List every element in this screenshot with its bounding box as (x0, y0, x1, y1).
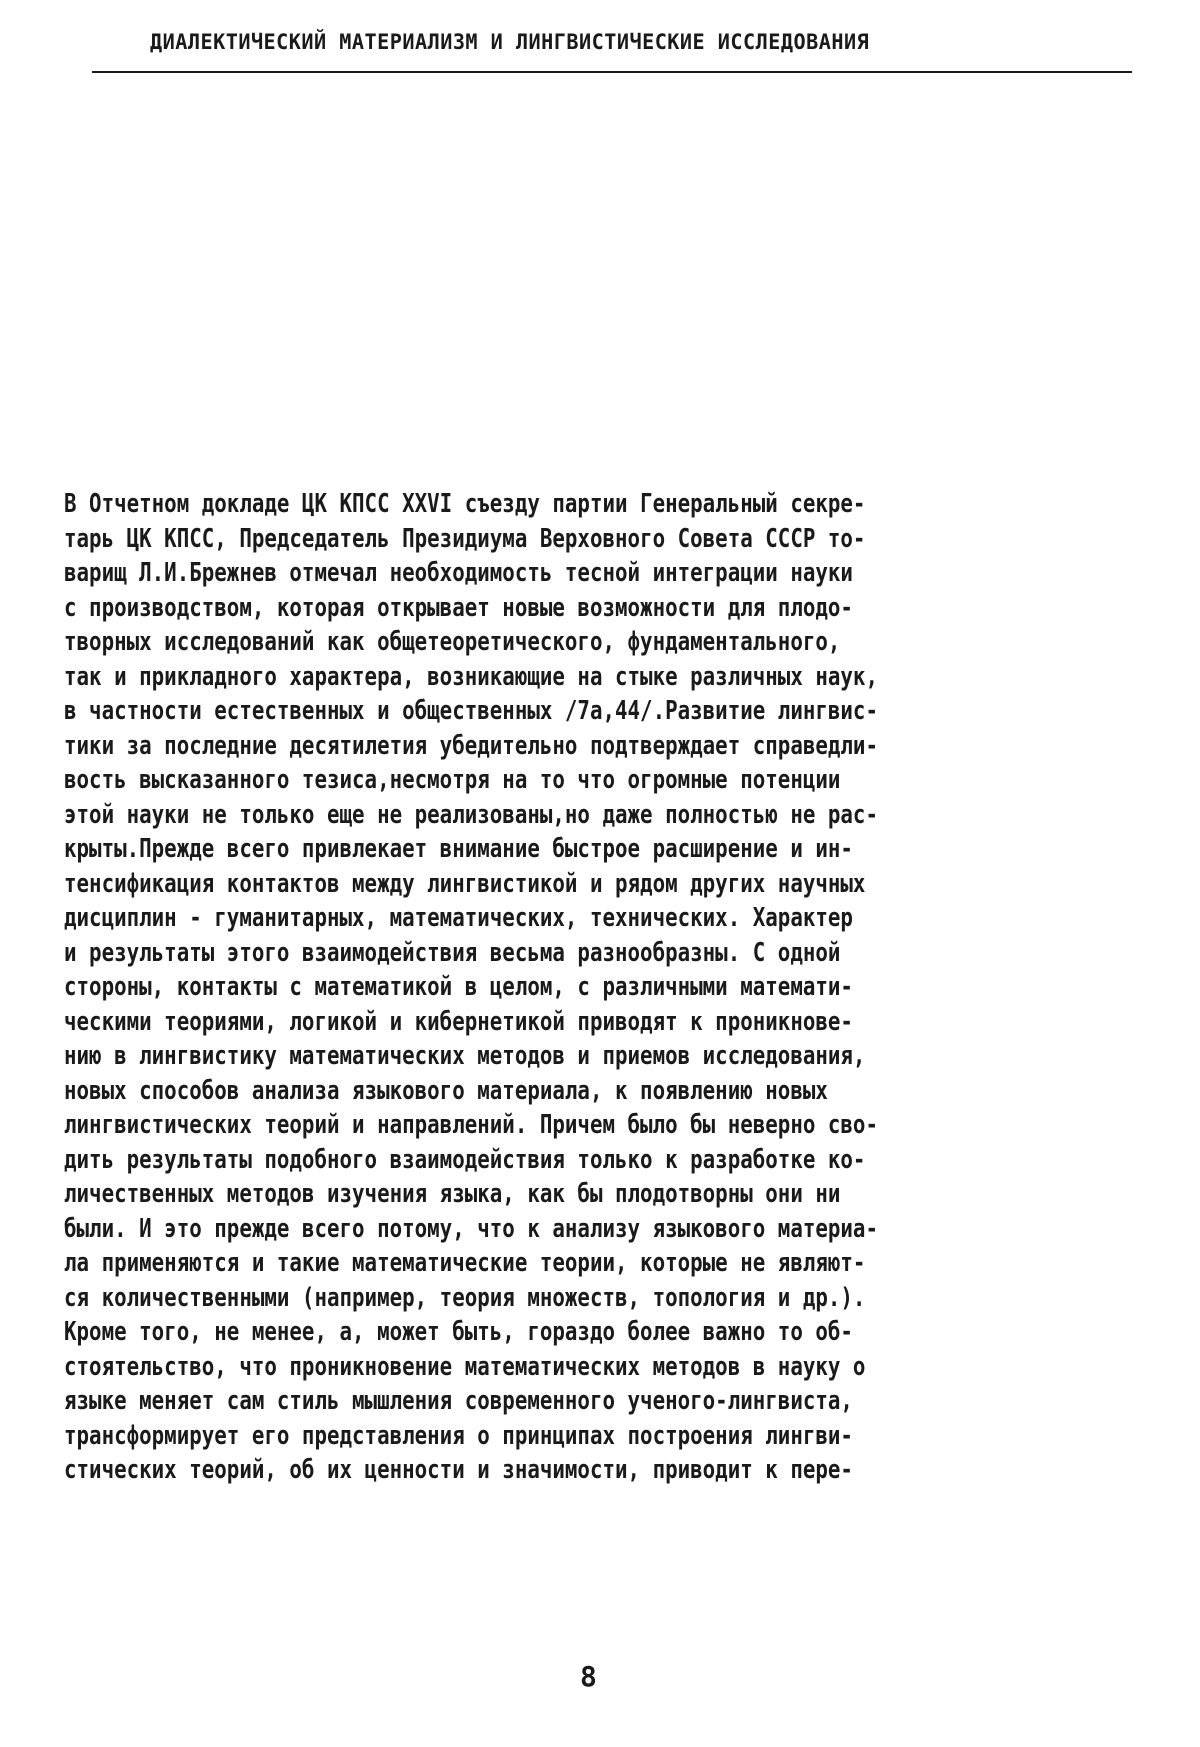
text-line: дить результаты подобного взаимодействия только к разработке ко- (64, 1144, 866, 1175)
text-line: стоятельство, что проникновение математических методов в науку о (64, 1351, 866, 1382)
text-line: так и прикладного характера, возникающие на стыке различных наук, (64, 661, 878, 692)
text-line: ческими теориями, логикой и кибернетикой приводят к проникнове- (64, 1006, 853, 1037)
text-line: вость высказанного тезиса,несмотря на то что огромные потенции (64, 765, 841, 795)
text-line: ла применяются и такие математические теории, которые не являют- (64, 1248, 866, 1278)
text-line: ся количественными (например, теория множеств, топология и др.). (64, 1282, 866, 1313)
text-line: и результаты этого взаимодействия весьма разнообразны. С одной (64, 937, 841, 968)
text-line: языке меняет сам стиль мышления современного ученого-лингвиста, (64, 1386, 853, 1416)
text-line: стороны, контакты с математикой в целом, с различными математи- (64, 972, 853, 1002)
text-line: крыты.Прежде всего привлекает внимание быстрое расширение и ин- (64, 834, 853, 864)
text-line: В Отчетном докладе ЦК КПСС XXVI съезду партии Генеральный секре- (64, 489, 866, 519)
text-line: новых способов анализа языкового материала, к появлению новых (64, 1075, 828, 1106)
text-line: лингвистических теорий и направлений. Причем было бы неверно сво- (64, 1110, 878, 1140)
text-line: творных исследований как общетеоретического, фундаментального, (64, 627, 841, 657)
text-line: трансформирует его представления о принципах построения лингви- (64, 1420, 853, 1451)
text-line: Кроме того, не менее, а, может быть, гораздо более важно то об- (64, 1317, 853, 1347)
page-number: 8 (580, 1660, 597, 1693)
text-line: с производством, которая открывает новые возможности для плодо- (64, 592, 853, 623)
text-line: в частности естественных и общественных /7а,44/.Развитие лингвис- (64, 696, 878, 726)
header-rule (92, 71, 1132, 73)
text-line: этой науки не только еще не реализованы,но даже полностью не рас- (64, 799, 878, 830)
body-text (64, 487, 1144, 1488)
text-line: личественных методов изучения языка, как бы плодотворны они ни (64, 1179, 841, 1209)
text-line: были. И это прежде всего потому, что к анализу языкового материа- (64, 1213, 878, 1244)
text-line: тарь ЦК КПСС, Председатель Президиума Верховного Совета СССР то- (64, 523, 866, 554)
text-line: тики за последние десятилетия убедительно подтверждает справедли- (64, 730, 878, 761)
text-line: стических теорий, об их ценности и значимости, приводит к пере- (64, 1455, 853, 1485)
text-line: нию в лингвистику математических методов и приемов исследования, (64, 1041, 866, 1071)
text-line: тенсификация контактов между лингвистикой и рядом других научных (64, 868, 866, 899)
running-header: ДИАЛЕКТИЧЕСКИЙ МАТЕРИАЛИЗМ И ЛИНГВИСТИЧЕСКИЕ ИССЛЕДОВАНИЯ (150, 30, 870, 54)
text-line: варищ Л.И.Брежнев отмечал необходимость тесной интеграции науки (64, 558, 853, 588)
text-line: дисциплин - гуманитарных, математических, технических. Характер (64, 903, 853, 933)
